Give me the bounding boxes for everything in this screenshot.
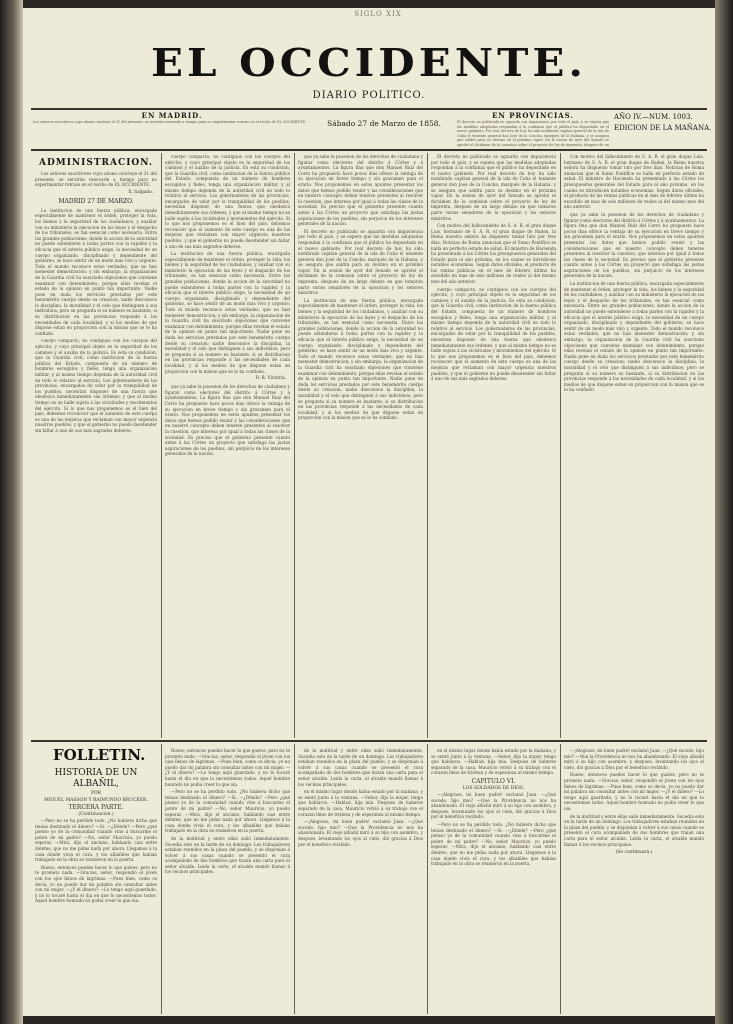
continuation-note: (Se continuará.) — [615, 850, 653, 856]
header-rule-top — [31, 108, 707, 110]
subscription-provincias — [457, 111, 609, 147]
article-text: El decreto no publicado se aguarda con impaciencia por todo el país, y se espera que las medidas adoptadas respondan á la confianza que el público ha depositado en el nuevo gabinete. Por real decreto de hoy ha sido nombrado capitan general de la isla de Cuba el teniente general don José de la Concha, marqués de la Habana, y se asegura que saldrá para su destino en el próximo vapor. En la sesion de ayer del Senado se aprobó el dictámen de la comision sobre el proyecto de ley de imprenta, despues de un largo debate en que tomaron parte varios senadores de la oposicion y los señores ministros. — [431, 154, 556, 221]
folletin-heading: FOLLETIN. — [53, 746, 146, 764]
book-spine — [0, 0, 23, 1024]
story-text: Bueno, entonces puedes hacer lo que gustes, pero no te prometo nada. —Gracias, señor, respondió el jóven con los ojos llenos de lágrimas. —Pues bien, como os decia, yo no puedo dar mi palabra sin consultar antes con mi mujer. —¿Y el dinero? —Lo tengo aquí guardado, y no lo tocaré hasta el dia en que lo necesitemos todos. Aquel hombre honrado no podia creer lo que oia. — [35, 864, 157, 904]
article-text: La institucion de una fuerza pública, encargada especialmente de mantener el órden, proteger la vida, los bienes y la seguridad de los ciudadanos, y auxiliar con su ministerio la ejecucion de las leyes y el despacho de los tribunales, es tan esencial como necesaria. Entre las grandes poblaciones, donde la accion de la autoridad no puede extenderse á todas partes con la rapidez y la eficacia que el interés público exige, la necesidad de un cuerpo organizado, disciplinado y dependiente del gobierno, se hace sentir de un modo más vivo y urgente. Todo el mundo reconoce estas verdades, que no han menester demostracion; y sin embargo, la organizacion de la Guardia civil ha suscitado objeciones que conviene examinar con detenimiento, porque ellas revelan el estado de la opinion en punto tan importante. Nadie pone en duda los servicios prestados por este benemérito cuerpo desde su creacion; nadie desconoce la disciplina, la moralidad y el celo que distinguen á sus individuos; pero se pregunta si su numero es bastante, si su distribucion en las provincias responde á las necesidades de cada localidad, y si los medios de que dispone estan en proporcion con la mision que se le ha confiado. — [298, 297, 423, 421]
subtitle: DIARIO POLITICO. — [312, 90, 426, 101]
newspaper-page — [23, 8, 715, 1016]
story-text: —Pero no se ha perdido todo. ¿No hubiera dicho que tenias destinado el dinero? —Si. —¿Dónde? —Pero ¿qué pienso yo de la comunidad cuando vino á buscarme el pobre de mi padre? —No, señor Mauricio, yo puedo esperar. —Mira, dijo el anciano, hablando casi entre dientes, que no me pidas nada por ahora. Llegamos á la casa donde vivia el cura, y los albañiles que habian trabajado en la obra se reunieron en la puerta. — [431, 821, 556, 867]
column-divider — [161, 153, 162, 738]
column-5 — [564, 154, 704, 736]
column-divider — [161, 744, 162, 1014]
provincias-label: EN PROVINCIAS. — [492, 111, 574, 120]
story-title: HISTORIA DE UN ALBAÑIL, — [54, 768, 138, 789]
story-text: —Pero no se ha perdido todo. ¿No hubiera dicho que tenias destinado el dinero? —Si. —¿Dónde? —Pero ¿qué pienso yo de la comunidad cuando vino á buscarme el pobre de mi padre? —No, señor Mauricio, yo puedo esperar. —Mira, dijo el anciano, hablando casi entre dientes, que no me pidas nada por ahora. Llegamos á la casa donde vivia el cura, y los albañiles que habian trabajado en la obra se reunieron en la puerta. — [35, 818, 157, 863]
edition-line: EDICION DE LA MAÑANA. — [614, 124, 712, 132]
story-text: —Pero no se ha perdido todo. ¿No hubiera dicho que tenias destinado el dinero? —Si. —¿Dónde? —Pero ¿qué pienso yo de la comunidad cuando vino á buscarme el pobre de mi padre? —No, señor Mauricio, yo puedo esperar. —Mira, dijo el anciano, hablando casi entre dientes, que no me pidas nada por ahora. Llegamos á la casa donde vivia el cura, y los albañiles que habian trabajado en la obra se reunieron en la puerta. — [165, 789, 290, 834]
article-text: que ya sabe la posesion de los derechos de ciudadano y figurar como electores del distrito á Córtes y á ayuntamientos. La figura fina que don Manuel Ruiz del Cerro ha propuesto hace pocos dias ofrece la ventaja de su ejecucion en breve tiempo y sin gravamen para el erario. Nos proponemos en estos apuntes presentar los datos que hemos podido reunir y las consideraciones que en nuestro concepto deben tenerse presentes al resolver la cuestion, que interesa por igual á todas las clases de la sociedad. Es preciso que el gobierno presente cuanto antes á las Córtes un proyecto que satisfaga las justas aspiraciones de los pueblos, sin perjuicio de los intereses generales de la nacion. — [298, 154, 423, 227]
story-text: —¡Alegraos, mi buen padre! exclamó Juan. —¿Qué sucede, hijo mio? —Que la Providencia no nos ha abandonado. El viejo albañil miró á su hijo con asombro, y despues, levantando los ojos al cielo, dió gracias á Dios por el beneficio recibido. — [431, 791, 556, 820]
issue-number — [614, 112, 714, 134]
madrid-date-heading: MADRID 27 DE MARZO. — [58, 197, 134, 205]
column-divider — [294, 744, 295, 1014]
folletin-rule — [31, 740, 707, 742]
story-text: —¡Alegraos, mi buen padre! exclamó Juan. —¿Qué sucede, hijo mio? —Que la Providencia no nos ha abandonado. El viejo albañil miró á su hijo con asombro, y despues, levantando los ojos al cielo, dió gracias á Dios por el beneficio recibido. — [564, 748, 704, 770]
column-2 — [165, 154, 290, 736]
folletin-column-3 — [298, 748, 423, 1014]
chapter-subtitle: LOS SOLDADOS DE DIOS. — [462, 785, 525, 791]
article-text: Con motivo del fallecimiento de S. A. R. el gran duque Luis, hermano de S. A. R. el gran duque de Baden, la Reina nuestra señora ha dispuesto tomar luto por tres dias. Noticias de Roma anuncian que el Sumo Pontífice se halla en perfecto estado de salud. El ministro de Hacienda ha presentado á las Córtes los presupuestos generales del Estado para el año próximo, en los cuales se introducen notables economías. Segun datos oficiales, el producto de las rentas públicas en el mes de febrero último ha excedido en mas de seis millones de reales al del mismo mes del año anterior. — [431, 223, 556, 285]
article-signature: D. R. Victoria. — [255, 376, 286, 382]
administracion-heading: ADMINISTRACION. — [38, 158, 154, 168]
story-text: Bueno, entonces puedes hacer lo que gustes, pero no te prometo nada. —Gracias, señor, respondió el jóven con los ojos llenos de lágrimas. —Pues bien, como os decia, yo no puedo dar mi palabra sin consultar antes con mi mujer. —¿Y el dinero? —Lo tengo aquí guardado, y no lo tocaré hasta el dia en que lo necesitemos todos. Aquel hombre honrado no podia creer lo que oia. — [564, 772, 704, 811]
subscription-madrid — [33, 111, 311, 147]
story-authors: MIGUEL MASSON Y RAIMUNDO BRUCKER. — [44, 798, 148, 803]
column-1 — [35, 154, 157, 736]
library-stamp: SIGLO XIX — [354, 10, 402, 18]
issue-line: AÑO IV.—NUM. 1003. — [614, 113, 693, 121]
article-text: La institucion de una fuerza pública, encargada especialmente de mantener el órden, proteger la vida, los bienes y la seguridad de los ciudadanos, y auxiliar con su ministerio la ejecucion de las leyes y el despacho de los tribunales, es tan esencial como necesaria. Entre las grandes poblaciones, donde la accion de la autoridad no puede extenderse á todas partes con la rapidez y la eficacia que el interés público exige, la necesidad de un cuerpo organizado, disciplinado y dependiente del gobierno, se hace sentir de un modo más vivo y urgente. Todo el mundo reconoce estas verdades, que no han menester demostracion; y sin embargo, la organizacion de la Guardia civil ha suscitado objeciones que conviene examinar con detenimiento, porque ellas revelan el estado de la opinion en punto tan importante. Nadie pone en duda los servicios prestados por este benemérito cuerpo desde su creacion; nadie desconoce la disciplina, la moralidad y el celo que distinguen á sus individuos; pero se pregunta si su numero es bastante, si su distribucion en las provincias responde á las necesidades de cada localidad, y si los medios de que dispone estan en proporcion con la mision que se le ha confiado. — [165, 251, 290, 374]
madrid-terms: Los señores suscritores cuyo abono concluye el 31 del presente, se servirán renovarle a tiempo para no experimentar retraso en el recibo de EL OCCIDENTE. — [33, 120, 307, 124]
article-text: La institucion de una fuerza pública, encargada especialmente de mantener el órden, proteger la vida, los bienes y la seguridad de los ciudadanos, y auxiliar con su ministerio la ejecucion de las leyes y el despacho de los tribunales, es tan esencial como necesaria. Entre las grandes poblaciones, donde la accion de la autoridad no puede extenderse á todas partes con la rapidez y la eficacia que el interés público exige, la necesidad de un cuerpo organizado, disciplinado y dependiente del gobierno, se hace sentir de un modo más vivo y urgente. Todo el mundo reconoce estas verdades, que no han menester demostracion; y sin embargo, la organizacion de la Guardia civil ha suscitado objeciones que conviene examinar con detenimiento, porque ellas revelan el estado de la opinion en punto tan importante. Nadie pone en duda los servicios prestados por este benemérito cuerpo desde su creacion; nadie desconoce la disciplina, la moralidad y el celo que distinguen á sus individuos; pero se pregunta si su numero es bastante, si su distribucion en las provincias responde á las necesidades de cada localidad, y si los medios de que dispone estan en proporcion con la mision que se le ha confiado. — [564, 281, 704, 393]
article-text: que ya sabe la posesion de los derechos de ciudadano y figurar como electores del distrito á Córtes y á ayuntamientos. La figura fina que don Manuel Ruiz del Cerro ha propuesto hace pocos dias ofrece la ventaja de su ejecucion en breve tiempo y sin gravamen para el erario. Nos proponemos en estos apuntes presentar los datos que hemos podido reunir y las consideraciones que en nuestro concepto deben tenerse presentes al resolver la cuestion, que interesa por igual á todas las clases de la sociedad. Es preciso que el gobierno presente cuanto antes á las Córtes un proyecto que satisfaga las justas aspiraciones de los pueblos, sin perjuicio de los intereses generales de la nacion. — [564, 211, 704, 279]
provincias-terms: El decreto no publicado se aguarda con impaciencia por todo el país, y se espera que las medidas adoptadas respondan á la confianza que el público ha depositado en el nuevo gabinete. Por real decreto de hoy ha sido nombrado capitan general de la isla de Cuba el teniente general don José de la Concha, marqués de la Habana, y se asegura que saldrá para su destino en el próximo vapor. En la sesion de ayer del Senado se aprobó el dictámen de la comision sobre el proyecto de ley de imprenta, despues de un — [457, 120, 609, 147]
folletin-column-4 — [431, 748, 556, 1014]
article-text: El decreto no publicado se aguarda con impaciencia por todo el país, y se espera que las medidas adoptadas respondan á la confianza que el público ha depositado en el nuevo gabinete. Por real decreto de hoy ha sido nombrado capitan general de la isla de Cuba el teniente general don José de la Concha, marqués de la Habana, y se asegura que saldrá para su destino en el próximo vapor. En la sesion de ayer del Senado se aprobó el dictámen de la comision sobre el proyecto de ley de imprenta, despues de un largo debate en que tomaron parte varios senadores de la oposicion y los señores ministros. — [298, 228, 423, 296]
story-por: POR — [90, 791, 102, 796]
folletin-column-1 — [35, 768, 157, 1014]
column-divider — [560, 153, 561, 738]
column-divider — [294, 153, 295, 738]
folletin-column-5 — [564, 748, 704, 1014]
folletin-column-2 — [165, 748, 290, 1014]
story-continuation: (Continuacion.) — [78, 812, 114, 817]
story-part: TERCERA PARTE. — [68, 804, 124, 811]
article-text: cuerpo compacto, no contiguos con los cuerpos del ejército, y cuyo principal objeto es la seguridad de los caminos y el auxilio de la justicia. Es esta su condicion, que la Guardia civil, como institucion de la fuerza pública del Estado, compuesta de un número de hombres escogidos y fieles, tenga una organizacion militar, y al mismo tiempo dependa de la autoridad civil en todo lo relativo al servicio. Los gobernadores de las provincias, encargados de velar por la tranquilidad de los pueblos, necesitan disponer de una fuerza que obedezca inmediatamente sus órdenes, y que al mismo tiempo no se halle sujeta á las vicisitudes y movimientos del ejército. Si lo que nos proponemos es el bien del pais, debemos reconocer que el aumento de este cuerpo es una de las mejoras que reclaman con mayor urgencia nuestros pueblos, y que el gobierno no puede desatender sin faltar á uno de sus más sagrados deberes. — [431, 286, 556, 382]
story-text: —¡Alegraos, mi buen padre! exclamó Juan. —¿Qué sucede, hijo mio? —Que la Providencia no nos ha abandonado. El viejo albañil miró á su hijo con asombro, y despues, levantando los ojos al cielo, dió gracias á Dios por el beneficio recibido. — [298, 819, 423, 847]
story-text: de la multitud y entre ellas salió inmediatamente. Sucedia esto en la tarde de un domingo. Los trabajadores estaban reunidos en la plaza del pueblo, y se disponian á volver á sus casas cuando se presentó el cura acompañado de dos hombres que traian una carta para el señor alcalde. Leida la carta, el alcalde mandó llamar á los vecinos principales. — [298, 748, 423, 787]
article-text: cuerpo compacto, no contiguos con los cuerpos del ejército, y cuyo principal objeto es la seguridad de los caminos y el auxilio de la justicia. Es esta su condicion, que la Guardia civil, como institucion de la fuerza pública del Estado, compuesta de un número de hombres escogidos y fieles, tenga una organizacion militar, y al mismo tiempo dependa de la autoridad civil en todo lo relativo al servicio. Los gobernadores de las provincias, encargados de velar por la tranquilidad de los pueblos, necesitan disponer de una fuerza que obedezca inmediatamente sus órdenes, y que al mismo tiempo no se halle sujeta á las vicisitudes y movimientos del ejército. Si lo que nos proponemos es el bien del pais, debemos reconocer que el aumento de este cuerpo es una de las mejoras que reclaman con mayor urgencia nuestros pueblos, y que el gobierno no puede desatender sin faltar á uno de sus más sagrados deberes. — [35, 338, 157, 433]
story-text: Bueno, entonces puedes hacer lo que gustes, pero no te prometo nada. —Gracias, señor, respondió el jóven con los ojos llenos de lágrimas. —Pues bien, como os decia, yo no puedo dar mi palabra sin consultar antes con mi mujer. —¿Y el dinero? —Lo tengo aquí guardado, y no lo tocaré hasta el dia en que lo necesitemos todos. Aquel hombre honrado no podia creer lo que oia. — [165, 748, 290, 787]
date-line: Sábado 27 de Marzo de 1858. — [327, 119, 441, 128]
story-text: en el mismo lugar donde habia estado por la mañana, y se sentó junto á la ventana. —Señor, dijo la mujer, tengo que hablaros. —Hablad, hija mia. Despues de haberse separado de la casa, Mauricio volvió á su trabajo con el corazon lleno de tristeza y de esperanza al mismo tiempo. — [431, 748, 556, 776]
article-text: cuerpo compacto, no contiguos con los cuerpos del ejército, y cuyo principal objeto es la seguridad de los caminos y el auxilio de la justicia. Es esta su condicion, que la Guardia civil, como institucion de la fuerza pública del Estado, compuesta de un número de hombres escogidos y fieles, tenga una organizacion militar, y al mismo tiempo dependa de la autoridad civil en todo lo relativo al servicio. Los gobernadores de las provincias, encargados de velar por la tranquilidad de los pueblos, necesitan disponer de una fuerza que obedezca inmediatamente sus órdenes, y que al mismo tiempo no se halle sujeta á las vicisitudes y movimientos del ejército. Si lo que nos proponemos es el bien del pais, debemos reconocer que el aumento de este cuerpo es una de las mejoras que reclaman con mayor urgencia nuestros pueblos, y que el gobierno no puede desatender sin faltar á uno de sus más sagrados deberes. — [165, 154, 290, 249]
madrid-label: EN MADRID. — [141, 111, 203, 120]
article-text: que ya sabe la posesion de los derechos de ciudadano y figurar como electores del distrito á Córtes y á ayuntamientos. La figura fina que don Manuel Ruiz del Cerro ha propuesto hace pocos dias ofrece la ventaja de su ejecucion en breve tiempo y sin gravamen para el erario. Nos proponemos en estos apuntes presentar los datos que hemos podido reunir y las consideraciones que en nuestro concepto deben tenerse presentes al resolver la cuestion, que interesa por igual á todas las clases de la sociedad. Es preciso que el gobierno presente cuanto antes á las Córtes un proyecto que satisfaga las justas aspiraciones de los pueblos, sin perjuicio de los intereses generales de la nacion. — [165, 384, 290, 457]
article-text: Con motivo del fallecimiento de S. A. R. el gran duque Luis, hermano de S. A. R. el gran duque de Baden, la Reina nuestra señora ha dispuesto tomar luto por tres dias. Noticias de Roma anuncian que el Sumo Pontífice se halla en perfecto estado de salud. El ministro de Hacienda ha presentado á las Córtes los presupuestos generales del Estado para el año próximo, en los cuales se introducen notables economías. Segun datos oficiales, el producto de las rentas públicas en el mes de febrero último ha excedido en mas de seis millones de reales al del mismo mes del año anterior. — [564, 154, 704, 210]
admin-signature: X. Salgado. — [128, 189, 153, 195]
column-4 — [431, 154, 556, 736]
page-edge — [715, 0, 733, 1024]
story-text: de la multitud y entre ellas salió inmediatamente. Sucedia esto en la tarde de un domingo. Los trabajadores estaban reunidos en la plaza del pueblo, y se disponian á volver á sus casas cuando se presentó el cura acompañado de dos hombres que traian una carta para el señor alcalde. Leida la carta, el alcalde mandó llamar á los vecinos principales. — [165, 835, 290, 875]
column-divider — [560, 744, 561, 1014]
admin-notice: Los señores suscritores cuyo abono concluye el 31 del presente, se servirán renovarle a tiempo para no experimentar retraso en el recibo de EL OCCIDENTE. — [35, 171, 157, 188]
header-rule-bottom — [31, 149, 707, 151]
masthead: EL OCCIDENTE. — [151, 39, 587, 86]
column-divider — [427, 153, 428, 738]
story-text: en el mismo lugar donde habia estado por la mañana, y se sentó junto á la ventana. —Señor, dijo la mujer, tengo que hablaros. —Hablad, hija mia. Despues de haberse separado de la casa, Mauricio volvió á su trabajo con el corazon lleno de tristeza y de esperanza al mismo tiempo. — [298, 789, 423, 817]
chapter-heading: CAPITULO VI. — [471, 777, 516, 785]
column-3 — [298, 154, 423, 736]
story-text: de la multitud y entre ellas salió inmediatamente. Sucedia esto en la tarde de un domingo. Los trabajadores estaban reunidos en la plaza del pueblo, y se disponian á volver á sus casas cuando se presentó el cura acompañado de dos hombres que traian una carta para el señor alcalde. Leida la carta, el alcalde mandó llamar á los vecinos principales. — [564, 813, 704, 847]
column-divider — [427, 744, 428, 1014]
article-text: La institucion de una fuerza pública, encargada especialmente de mantener el órden, proteger la vida, los bienes y la seguridad de los ciudadanos, y auxiliar con su ministerio la ejecucion de las leyes y el despacho de los tribunales, es tan esencial como necesaria. Entre las grandes poblaciones, donde la accion de la autoridad no puede extenderse á todas partes con la rapidez y la eficacia que el interés público exige, la necesidad de un cuerpo organizado, disciplinado y dependiente del gobierno, se hace sentir de un modo más vivo y urgente. Todo el mundo reconoce estas verdades, que no han menester demostracion; y sin embargo, la organizacion de la Guardia civil ha suscitado objeciones que conviene examinar con detenimiento, porque ellas revelan el estado de la opinion en punto tan importante. Nadie pone en duda los servicios prestados por este benemérito cuerpo desde su creacion; nadie desconoce la disciplina, la moralidad y el celo que distinguen á sus individuos; pero se pregunta si su numero es bastante, si su distribucion en las provincias responde á las necesidades de cada localidad, y si los medios de que dispone estan en proporcion con la mision que se le ha confiado. — [35, 207, 157, 336]
